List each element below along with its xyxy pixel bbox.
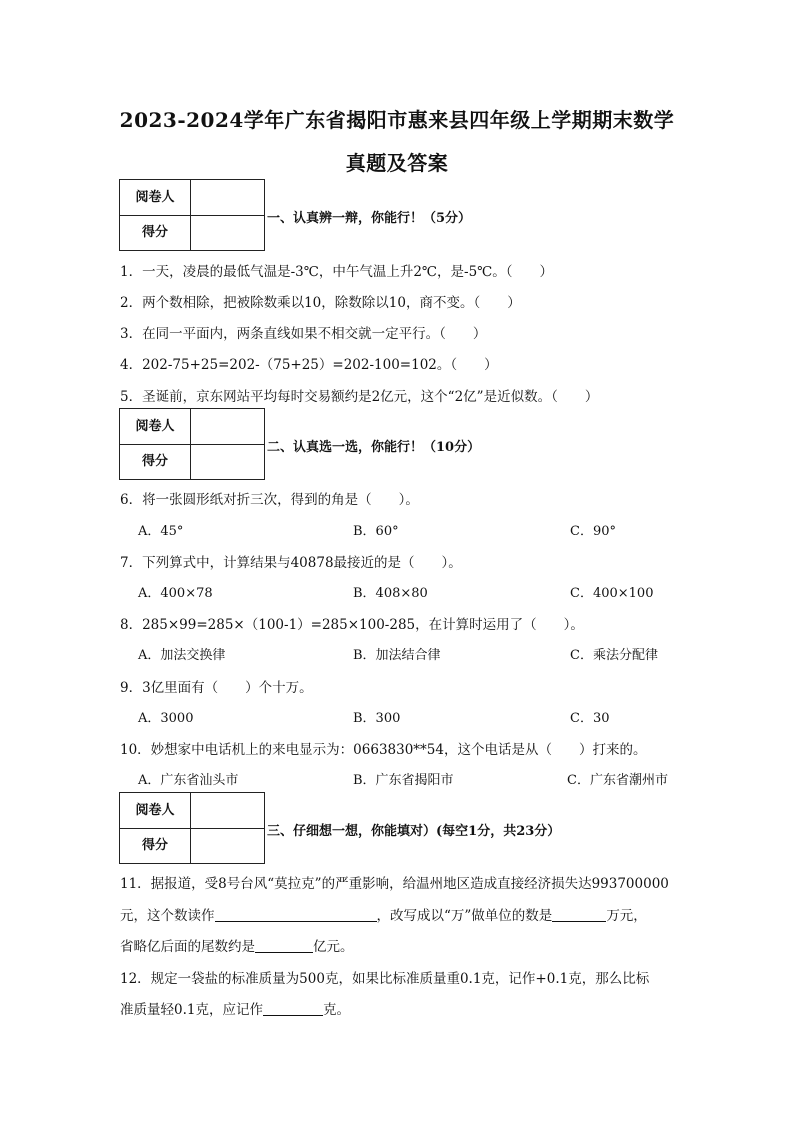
- grader-score-row: [120, 215, 264, 250]
- score-label: 得分: [120, 828, 191, 863]
- score-label: 得分: [120, 444, 191, 479]
- q11-text-a: 元，这个数读作: [120, 908, 215, 924]
- question-3: 3．在同一平面内，两条直线如果不相交就一定平行。（ ）: [120, 326, 487, 342]
- question-6-option-a: A．45°: [138, 524, 184, 539]
- reviewer-value-cell: [191, 180, 264, 215]
- question-2: 2．两个数相除，把被除数乘以10，除数除以10，商不变。（ ）: [120, 295, 521, 311]
- question-6-option-b: B．60°: [353, 524, 399, 539]
- grader-box-section3: [119, 792, 265, 864]
- grader-reviewer-row: [120, 409, 264, 445]
- question-10-option-c: C．广东省潮州市: [567, 773, 668, 788]
- score-value-cell: [191, 444, 264, 479]
- section-heading-3: 三、仔细想一想，你能填对）(每空1分，共23分）: [267, 824, 561, 839]
- document-title-line1: 2023-2024学年广东省揭阳市惠来县四年级上学期期末数学: [119, 108, 675, 132]
- q11-text-e: 亿元。: [313, 939, 354, 955]
- question-11-line3: [120, 935, 354, 955]
- q11-text-c: 万元，: [606, 908, 647, 924]
- q11-answer-blank-yi[interactable]: [255, 939, 313, 953]
- question-10: 10．妙想家中电话机上的来电显示为：0663830**54，这个电话是从（ ）打来的。: [120, 742, 647, 758]
- question-7-option-a: A．400×78: [138, 586, 213, 601]
- question-4: 4．202-75+25=202-（75+25）=202-100=102。（ ）: [120, 357, 498, 373]
- question-8-option-a: A．加法交换律: [138, 648, 226, 663]
- question-10-option-a: A．广东省汕头市: [138, 773, 239, 788]
- question-8-option-b: B．加法结合律: [353, 648, 441, 663]
- score-value-cell: [191, 215, 264, 250]
- question-12-line1: 12．规定一袋盐的标准质量为500克，如果比标准质量重0.1克，记作+0.1克，那么比标: [120, 971, 650, 987]
- grader-score-row: [120, 444, 264, 479]
- question-8-option-c: C．乘法分配律: [570, 648, 658, 663]
- grader-box-section1: [119, 179, 265, 251]
- q11-text-d: 省略亿后面的尾数约是: [120, 939, 255, 955]
- reviewer-value-cell: [191, 409, 264, 444]
- question-6: 6．将一张圆形纸对折三次，得到的角是（ ）。: [120, 492, 419, 508]
- q11-answer-blank-wan[interactable]: [552, 908, 606, 922]
- grader-reviewer-row: [120, 793, 264, 829]
- question-1: 1．一天，凌晨的最低气温是-3℃，中午气温上升2℃，是-5℃。（ ）: [120, 264, 554, 280]
- score-label: 得分: [120, 215, 191, 250]
- section-heading-2: 二、认真选一选，你能行！（10分）: [267, 440, 481, 455]
- question-7: 7．下列算式中，计算结果与40878最接近的是（ ）。: [120, 555, 462, 571]
- question-6-option-c: C．90°: [570, 524, 616, 539]
- reviewer-label: 阅卷人: [120, 793, 191, 828]
- question-9-option-a: A．3000: [138, 711, 194, 726]
- question-12-line2: [120, 998, 350, 1018]
- q12-answer-blank[interactable]: [263, 1002, 323, 1016]
- question-7-option-c: C．400×100: [570, 586, 654, 601]
- reviewer-label: 阅卷人: [120, 180, 191, 215]
- grader-reviewer-row: [120, 180, 264, 216]
- q12-text-b: 克。: [322, 1002, 350, 1018]
- document-title-line2: 真题及答案: [345, 151, 449, 175]
- question-9-option-c: C．30: [570, 711, 610, 726]
- reviewer-value-cell: [191, 793, 264, 828]
- score-value-cell: [191, 828, 264, 863]
- question-10-option-b: B．广东省揭阳市: [353, 773, 454, 788]
- question-9: 9．3亿里面有（ ）个十万。: [120, 680, 313, 696]
- q11-text-b: ，改写成以“万”做单位的数是: [376, 908, 553, 924]
- question-5: 5．圣诞前，京东网站平均每时交易额约是2亿元，这个“2亿”是近似数。（ ）: [120, 389, 599, 405]
- q12-text-a: 准质量轻0.1克，应记作: [120, 1002, 263, 1018]
- question-9-option-b: B．300: [353, 711, 401, 726]
- question-8: 8．285×99=285×（100-1）=285×100-285，在计算时运用了（ ）。: [120, 617, 584, 633]
- question-7-option-b: B．408×80: [353, 586, 428, 601]
- section-heading-1: 一、认真辨一辩，你能行！（5分）: [267, 211, 472, 226]
- q11-answer-blank-reading[interactable]: [215, 908, 377, 922]
- question-11-line1: 11．据报道，受8号台风“莫拉克”的严重影响，给温州地区造成直接经济损失达993700000: [120, 876, 669, 892]
- reviewer-label: 阅卷人: [120, 409, 191, 444]
- question-11-line2: [120, 904, 647, 924]
- grader-box-section2: [119, 408, 265, 480]
- grader-score-row: [120, 828, 264, 863]
